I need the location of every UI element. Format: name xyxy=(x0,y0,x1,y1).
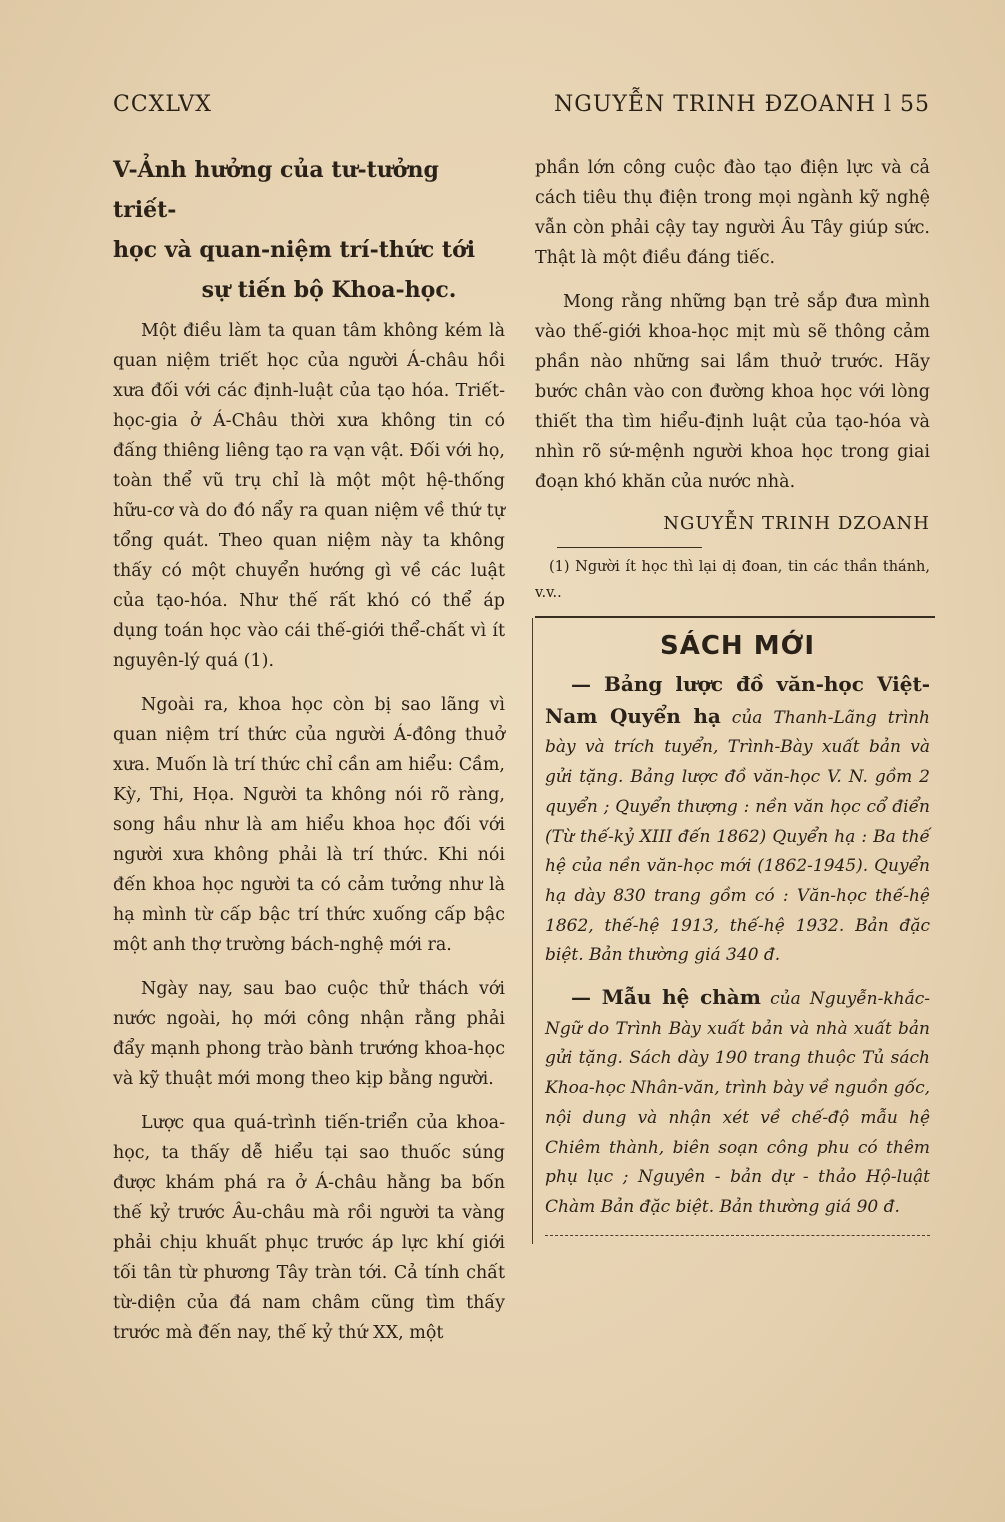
section-title-line-2: học và quan-niệm trí-thức tới xyxy=(113,237,476,263)
footnote: (1) Người ít học thì lại dị đoan, tin các thần thánh, v.v.. xyxy=(535,559,930,601)
book-entry xyxy=(545,983,930,1223)
body-paragraph: Một điều làm ta quan tâm không kém là quan niệm triết học của người Á-châu hồi xưa đối với các định-luật của tạo hóa. Triết-học-gia ở Á-Châu thời xưa không tin có đấng thiêng liêng tạo ra vạn vật. Đối với họ, toàn thể vũ trụ chỉ là một một hệ-thống hữu-cơ và do đó nẩy ra quan niệm về thứ tự tổng quát. Theo quan niệm này ta không thấy có một chuyển hướng gì về các luật của tạo-hóa. Như thế rất khó có thể áp dụng toán học vào cái thế-giới thể-chất vì ít nguyên-lý quá (1). xyxy=(113,321,505,671)
book-entry-text: của Nguyễn-khắc-Ngữ do Trình Bày xuất bản và nhà xuất bản gửi tặng. Sách dày 190 trang thuộc Tủ sách Khoa-học Nhân-văn, trình bày về nguồn gốc, nội dung và nhận xét về chế-độ mẫu hệ Chiêm thành, biên soạn công phu có thêm phụ lục ; Nguyên - bản dự - thảo Hộ-luật Chàm Bản đặc biệt. Bản thường giá 90 đ. xyxy=(545,989,930,1217)
footnote-divider xyxy=(557,547,702,548)
section-title xyxy=(113,150,505,310)
body-paragraph: Ngày nay, sau bao cuộc thử thách với nước ngoài, họ mới công nhận rằng phải đẩy mạnh phong trào bành trướng khoa-học và kỹ thuật mới mong theo kịp bằng người. xyxy=(113,979,505,1089)
new-books-box xyxy=(532,618,930,1244)
header-author-page: NGUYỄN TRINH ĐZOANH l 55 xyxy=(554,92,930,117)
section-title-line-1: V-Ảnh hưởng của tư-tưởng triết- xyxy=(113,157,439,223)
new-books-title: SÁCH MỚI xyxy=(660,631,815,661)
section-title-line-3: sự tiến bộ Khoa-học. xyxy=(201,277,457,303)
book-entry-text: của Thanh-Lãng trình bày và trích tuyển, Trình-Bày xuất bản và gửi tặng. Bảng lược đồ văn-học V. N. gồm 2 quyển ; Quyển thượng : nền văn học cổ điển (Từ thế-kỷ XIII đến 1862) Quyển hạ : Ba thế hệ của nền văn-học mới (1862-1945). Quyển hạ dày 830 trang gồm có : Văn-học thế-hệ 1862, thế-hệ 1913, thế-hệ 1932. Bản đặc biệt. Bản thường giá 340 đ. xyxy=(545,707,930,966)
book-entry-title: — Mẫu hệ chàm xyxy=(571,985,761,1010)
right-column xyxy=(535,153,930,1244)
box-bottom-rule xyxy=(545,1235,930,1236)
body-paragraph: Ngoài ra, khoa học còn bị sao lãng vì quan niệm trí thức của người Á-đông thuở xưa. Muốn là trí thức chỉ cần am hiểu: Cầm, Kỳ, Thi, Họa. Người ta không nói rõ ràng, song hầu như là am hiểu khoa học đối với người xưa không phải là trí thức. Khi nói đến khoa học người ta có cảm tưởng như là hạ mình từ cấp bậc trí thức xuống cấp bậc một anh thợ trường bách-nghệ mới ra. xyxy=(113,695,505,955)
page-header xyxy=(113,92,930,124)
left-column xyxy=(113,150,505,1362)
header-left-code: CCXLVX xyxy=(113,92,212,117)
body-paragraph: Lược qua quá-trình tiến-triển của khoa-học, ta thấy dễ hiểu tại sao thuốc súng được khám phá ra ở Á-châu hằng ba bốn thế kỷ trước Âu-châu mà rồi người ta vàng phải chịu khuất phục trước áp lực khí giới tối tân từ phương Tây tràn tới. Cả tính chất từ-diện của đá nam châm cũng tìm thấy trước mà đến nay, thế kỷ thứ XX, một xyxy=(113,1113,505,1343)
book-entry-title: — Bảng lược đồ văn-học Việt-Nam Quyển hạ xyxy=(545,672,930,728)
body-paragraph: phần lớn công cuộc đào tạo điện lực và cả cách tiêu thụ điện trong mọi ngành kỹ nghệ vẫn còn phải cậy tay người Âu Tây giúp sức. Thật là một điều đáng tiếc. xyxy=(535,158,930,268)
body-paragraph: Mong rằng những bạn trẻ sắp đưa mình vào thế-giới khoa-học mịt mù sẽ thông cảm phần nào những sai lầm thuở trước. Hãy bước chân vào con đường khoa học với lòng thiết tha tìm hiểu-định luật của tạo-hóa và nhìn rõ sứ-mệnh người khoa học trong giai đoạn khó khăn của nước nhà. xyxy=(535,292,930,492)
author-signature: NGUYỄN TRINH DZOANH xyxy=(663,513,930,534)
book-entry xyxy=(545,670,930,971)
